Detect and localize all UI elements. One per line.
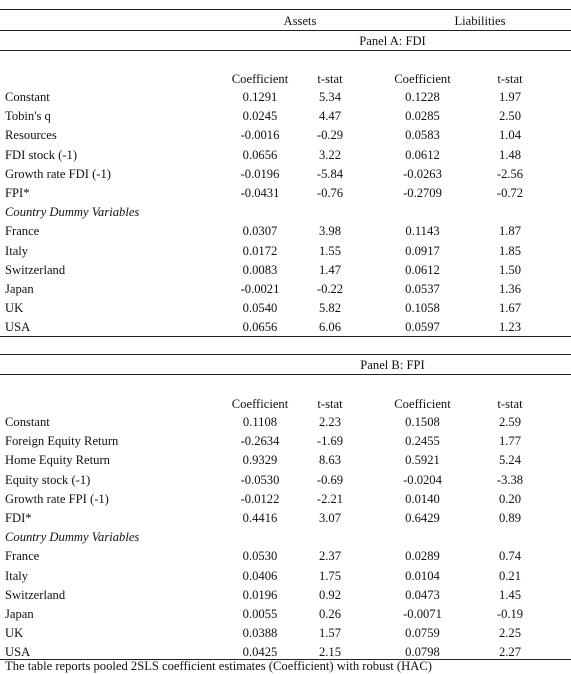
assets-tstat: -0.29 bbox=[316, 128, 344, 143]
liabilities-tstat: 0.20 bbox=[498, 491, 522, 506]
assets-coefficient: 0.0540 bbox=[242, 301, 278, 316]
table-row bbox=[0, 509, 571, 527]
row-label: France bbox=[5, 549, 40, 564]
assets-coefficient: 0.0425 bbox=[242, 645, 278, 660]
liabilities-tstat: -3.38 bbox=[496, 472, 524, 487]
assets-tstat: 6.06 bbox=[318, 320, 342, 335]
assets-coef-label: Coefficient bbox=[231, 397, 289, 411]
header-rule bbox=[0, 30, 571, 31]
assets-header: Assets bbox=[283, 14, 317, 28]
liab-coef-label: Coefficient bbox=[394, 397, 451, 411]
liabilities-coefficient: 0.0285 bbox=[405, 109, 440, 124]
assets-coefficient: -0.2634 bbox=[240, 434, 280, 449]
row-label: UK bbox=[5, 301, 24, 316]
table-row bbox=[0, 222, 571, 240]
table-row bbox=[0, 567, 571, 585]
row-label: Switzerland bbox=[5, 262, 66, 277]
row-label: Constant bbox=[5, 90, 50, 104]
liabilities-tstat: 1.36 bbox=[498, 282, 522, 296]
liabilities-tstat: 1.45 bbox=[498, 587, 522, 602]
assets-coefficient: -0.0021 bbox=[240, 282, 280, 296]
assets-tstat: 2.15 bbox=[318, 645, 342, 660]
liabilities-coefficient: 0.0537 bbox=[405, 282, 440, 296]
row-label: UK bbox=[5, 626, 24, 641]
liabilities-coefficient: 0.0473 bbox=[405, 587, 440, 602]
row-label: FPI* bbox=[5, 186, 30, 200]
assets-coefficient: 0.1108 bbox=[242, 415, 278, 429]
row-label: Japan bbox=[5, 282, 34, 296]
liabilities-tstat: 1.85 bbox=[498, 243, 522, 258]
liab-tstat-label: t-stat bbox=[497, 72, 523, 86]
liabilities-tstat: -0.72 bbox=[496, 186, 524, 200]
row-label: France bbox=[5, 224, 40, 239]
table-row bbox=[0, 146, 571, 164]
table-row bbox=[0, 299, 571, 317]
liabilities-tstat: 1.97 bbox=[498, 90, 522, 104]
table-row bbox=[0, 318, 571, 336]
assets-tstat: 3.07 bbox=[318, 511, 342, 525]
liabilities-coefficient: 0.0104 bbox=[405, 568, 440, 583]
panel-a-bottom-rule bbox=[0, 336, 571, 337]
assets-coefficient: 0.0083 bbox=[242, 262, 278, 277]
assets-tstat: 3.22 bbox=[318, 147, 342, 162]
liabilities-tstat: 1.67 bbox=[498, 301, 522, 316]
assets-tstat: 4.47 bbox=[318, 109, 342, 124]
assets-tstat: 2.23 bbox=[318, 415, 342, 429]
liabilities-tstat: 2.59 bbox=[498, 415, 522, 429]
row-label: Equity stock (-1) bbox=[5, 472, 91, 487]
liabilities-coefficient: -0.0263 bbox=[403, 166, 442, 181]
panel-b-title: Panel B: FPI bbox=[360, 358, 425, 372]
country-dummy-heading-row bbox=[0, 203, 571, 221]
assets-coefficient: -0.0530 bbox=[240, 472, 280, 487]
assets-coefficient: 0.1291 bbox=[242, 90, 278, 104]
table-row bbox=[0, 451, 571, 469]
country-dummy-heading-row bbox=[0, 528, 571, 546]
assets-coefficient: 0.0388 bbox=[242, 626, 278, 641]
assets-coefficient: 0.0307 bbox=[242, 224, 278, 239]
table-row bbox=[0, 165, 571, 183]
panel-b-top-rule bbox=[0, 354, 571, 355]
liabilities-coefficient: 0.5921 bbox=[405, 453, 440, 468]
liabilities-tstat: 1.04 bbox=[498, 128, 522, 143]
row-label: FDI* bbox=[5, 511, 32, 525]
row-label: USA bbox=[5, 320, 31, 335]
liab-tstat-label: t-stat bbox=[497, 397, 523, 411]
liabilities-tstat: 2.25 bbox=[498, 626, 522, 641]
liabilities-tstat: 1.23 bbox=[498, 320, 522, 335]
panel-a-column-labels bbox=[0, 70, 571, 88]
assets-tstat: -0.22 bbox=[316, 282, 344, 296]
table-row bbox=[0, 490, 571, 508]
assets-tstat: 0.26 bbox=[318, 607, 342, 621]
liabilities-coefficient: 0.0597 bbox=[405, 320, 440, 335]
assets-tstat: 5.34 bbox=[318, 90, 342, 104]
liabilities-tstat: 0.21 bbox=[498, 568, 522, 583]
assets-tstat: 1.75 bbox=[318, 568, 342, 583]
table-row bbox=[0, 471, 571, 489]
liabilities-coefficient: 0.0612 bbox=[405, 262, 440, 277]
panel-b-column-labels bbox=[0, 395, 571, 413]
assets-tstat: 1.57 bbox=[318, 626, 342, 641]
assets-tstat: -2.21 bbox=[316, 491, 344, 506]
liabilities-coefficient: 0.0583 bbox=[405, 128, 440, 143]
liabilities-coefficient: 0.1228 bbox=[405, 90, 440, 104]
assets-coefficient: 0.9329 bbox=[242, 453, 278, 468]
table-row bbox=[0, 432, 571, 450]
liabilities-coefficient: -0.0071 bbox=[403, 607, 442, 621]
assets-tstat: 1.55 bbox=[318, 243, 342, 258]
assets-coefficient: 0.4416 bbox=[242, 511, 278, 525]
assets-coefficient: 0.0406 bbox=[242, 568, 278, 583]
assets-coefficient: 0.0530 bbox=[242, 549, 278, 564]
liabilities-tstat: 2.50 bbox=[498, 109, 522, 124]
country-dummy-heading: Country Dummy Variables bbox=[5, 530, 140, 545]
assets-tstat: 0.92 bbox=[318, 587, 342, 602]
liabilities-tstat: 1.48 bbox=[498, 147, 522, 162]
table-row bbox=[0, 261, 571, 279]
row-label: Switzerland bbox=[5, 587, 66, 602]
liabilities-coefficient: 0.0917 bbox=[405, 243, 440, 258]
liab-coef-label: Coefficient bbox=[394, 72, 451, 86]
assets-tstat-label: t-stat bbox=[317, 397, 343, 411]
liabilities-tstat: -0.19 bbox=[496, 607, 524, 621]
assets-coefficient: 0.0245 bbox=[242, 109, 278, 124]
liabilities-coefficient: 0.0140 bbox=[405, 491, 440, 506]
row-label: Foreign Equity Return bbox=[5, 434, 119, 449]
liabilities-coefficient: 0.6429 bbox=[405, 511, 440, 525]
table-row bbox=[0, 547, 571, 565]
assets-tstat: -0.76 bbox=[316, 186, 344, 200]
top-rule bbox=[0, 9, 571, 10]
table-row bbox=[0, 280, 571, 298]
liabilities-coefficient: 0.1508 bbox=[405, 415, 440, 429]
table-row bbox=[0, 605, 571, 623]
row-label: Home Equity Return bbox=[5, 453, 110, 468]
liabilities-coefficient: 0.0798 bbox=[405, 645, 440, 660]
assets-coefficient: 0.0055 bbox=[242, 607, 278, 621]
row-label: USA bbox=[5, 645, 31, 660]
assets-tstat: 2.37 bbox=[318, 549, 342, 564]
assets-coefficient: -0.0431 bbox=[240, 186, 280, 200]
table-row bbox=[0, 184, 571, 202]
liabilities-coefficient: 0.0759 bbox=[405, 626, 440, 641]
liabilities-tstat: 0.89 bbox=[498, 511, 522, 525]
table-row bbox=[0, 586, 571, 604]
row-label: Growth rate FPI (-1) bbox=[5, 491, 109, 506]
table-row bbox=[0, 88, 571, 106]
assets-coefficient: 0.0656 bbox=[242, 147, 278, 162]
assets-tstat: -0.69 bbox=[316, 472, 344, 487]
liabilities-header: Liabilities bbox=[454, 14, 506, 28]
panel-b-title-row bbox=[0, 356, 571, 374]
liabilities-coefficient: -0.0204 bbox=[403, 472, 442, 487]
liabilities-coefficient: 0.2455 bbox=[405, 434, 440, 449]
assets-coefficient: -0.0016 bbox=[240, 128, 280, 143]
row-label: FDI stock (-1) bbox=[5, 147, 78, 162]
table-row bbox=[0, 242, 571, 260]
liabilities-coefficient: -0.2709 bbox=[403, 186, 442, 200]
assets-coefficient: 0.0172 bbox=[242, 243, 278, 258]
liabilities-tstat: 1.50 bbox=[498, 262, 522, 277]
assets-coefficient: -0.0196 bbox=[240, 166, 280, 181]
assets-tstat-label: t-stat bbox=[317, 72, 343, 86]
assets-tstat: -5.84 bbox=[316, 166, 344, 181]
row-label: Italy bbox=[5, 568, 29, 583]
assets-coef-label: Coefficient bbox=[231, 72, 289, 86]
liabilities-coefficient: 0.0612 bbox=[405, 147, 440, 162]
panel-a-rule bbox=[0, 50, 571, 51]
assets-tstat: 1.47 bbox=[318, 262, 342, 277]
row-label: Growth rate FDI (-1) bbox=[5, 166, 111, 181]
table-row bbox=[0, 413, 571, 431]
assets-tstat: 8.63 bbox=[318, 453, 342, 468]
liabilities-tstat: -2.56 bbox=[496, 166, 524, 181]
assets-coefficient: 0.0196 bbox=[242, 587, 278, 602]
table-row bbox=[0, 107, 571, 125]
liabilities-tstat: 0.74 bbox=[498, 549, 522, 564]
panel-a-title-row bbox=[0, 32, 571, 50]
panel-b-rule bbox=[0, 374, 571, 375]
table-row bbox=[0, 126, 571, 144]
column-group-header bbox=[0, 12, 571, 30]
assets-tstat: 3.98 bbox=[318, 224, 342, 239]
liabilities-coefficient: 0.0289 bbox=[405, 549, 440, 564]
liabilities-coefficient: 0.1058 bbox=[405, 301, 440, 316]
table-row bbox=[0, 624, 571, 642]
liabilities-coefficient: 0.1143 bbox=[405, 224, 440, 239]
assets-coefficient: 0.0656 bbox=[242, 320, 278, 335]
row-label: Japan bbox=[5, 607, 34, 621]
assets-tstat: 5.82 bbox=[318, 301, 342, 316]
table-footnote: The table reports pooled 2SLS coefficient estimates (Coefficient) with robust (HAC) bbox=[5, 659, 432, 673]
row-label: Constant bbox=[5, 415, 50, 429]
row-label: Italy bbox=[5, 243, 29, 258]
panel-a-title: Panel A: FDI bbox=[359, 34, 426, 48]
liabilities-tstat: 1.77 bbox=[498, 434, 522, 449]
assets-tstat: -1.69 bbox=[316, 434, 344, 449]
assets-coefficient: -0.0122 bbox=[240, 491, 280, 506]
country-dummy-heading: Country Dummy Variables bbox=[5, 205, 140, 220]
row-label: Resources bbox=[5, 128, 57, 143]
liabilities-tstat: 1.87 bbox=[498, 224, 522, 239]
liabilities-tstat: 5.24 bbox=[498, 453, 522, 468]
liabilities-tstat: 2.27 bbox=[498, 645, 522, 660]
row-label: Tobin's q bbox=[5, 109, 51, 124]
